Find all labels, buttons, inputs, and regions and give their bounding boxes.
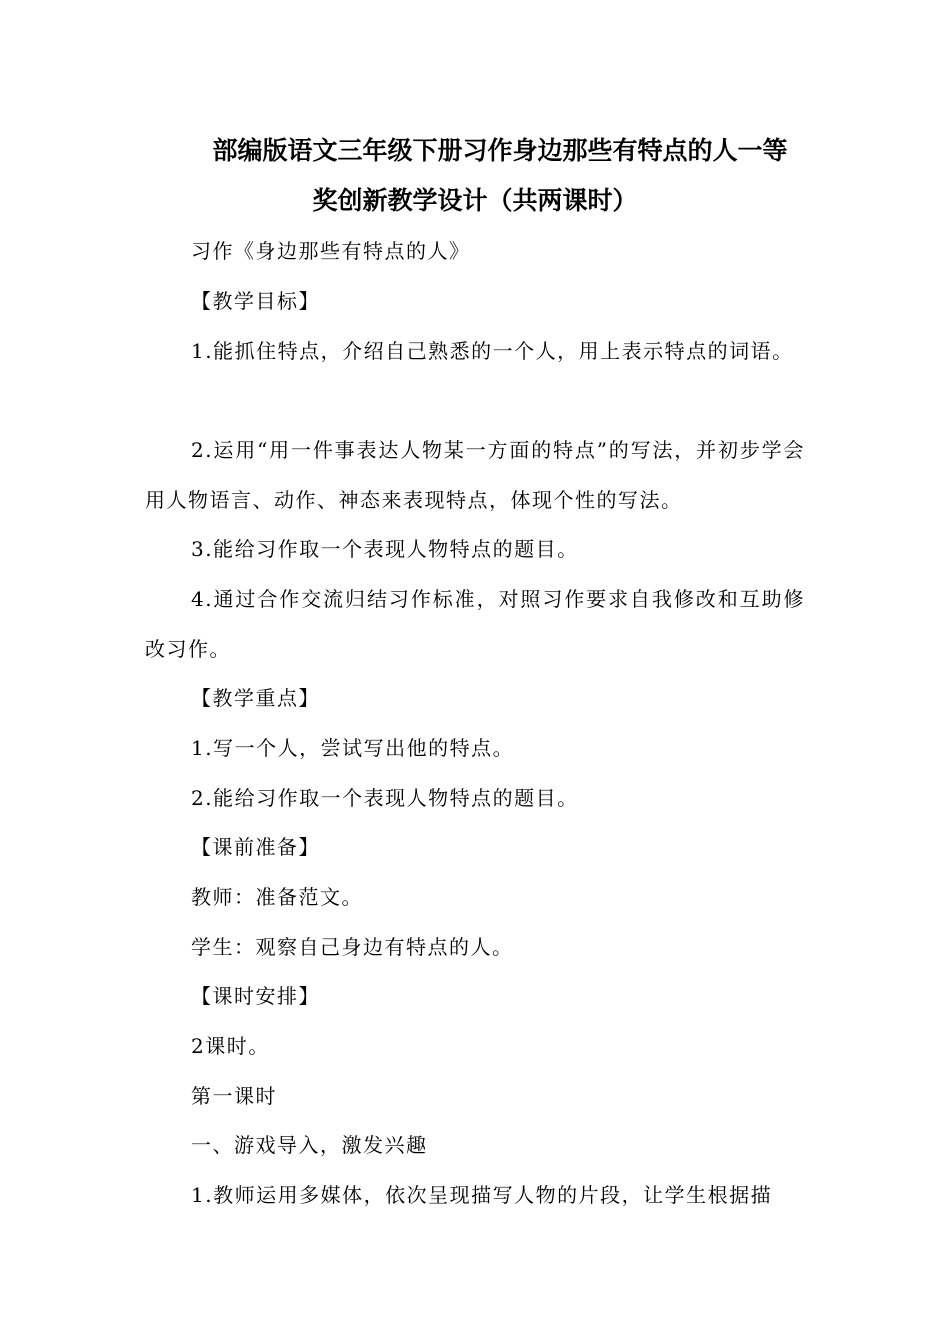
document-title-line-1: 部编版语文三年级下册习作身边那些有特点的人一等: [212, 136, 788, 165]
key-point-1: 1.写一个人，尝试写出他的特点。: [191, 736, 515, 760]
preparation-heading: 【课前准备】: [191, 835, 320, 859]
lesson-subtitle: 习作《身边那些有特点的人》: [191, 239, 471, 263]
objectives-heading: 【教学目标】: [191, 289, 320, 313]
objective-4: 4.通过合作交流归结习作标准，对照习作要求自我修改和互助修改习作。: [145, 587, 805, 661]
objective-3: 3.能给习作取一个表现人物特点的题目。: [191, 537, 579, 561]
lesson-1-heading: 第一课时: [191, 1084, 277, 1108]
document-title-line-2: 奖创新教学设计（共两课时）: [312, 186, 638, 215]
objective-1: 1.能抓住特点，介绍自己熟悉的一个人，用上表示特点的词语。: [191, 339, 794, 363]
section-1-item-1: 1.教师运用多媒体，依次呈现描写人物的片段，让学生根据描: [191, 1183, 773, 1207]
key-point-2: 2.能给习作取一个表现人物特点的题目。: [191, 786, 579, 810]
preparation-teacher: 教师：准备范文。: [191, 885, 363, 909]
schedule-heading: 【课时安排】: [191, 984, 320, 1008]
key-points-heading: 【教学重点】: [191, 686, 320, 710]
preparation-student: 学生：观察自己身边有特点的人。: [191, 935, 514, 959]
section-1-heading: 一、游戏导入，激发兴趣: [191, 1133, 428, 1157]
schedule-value: 2课时。: [191, 1034, 270, 1058]
objective-2: 2.运用“用一件事表达人物某一方面的特点”的写法，并初步学会用人物语言、动作、神态来表现特点，体现个性的写法。: [145, 438, 805, 512]
